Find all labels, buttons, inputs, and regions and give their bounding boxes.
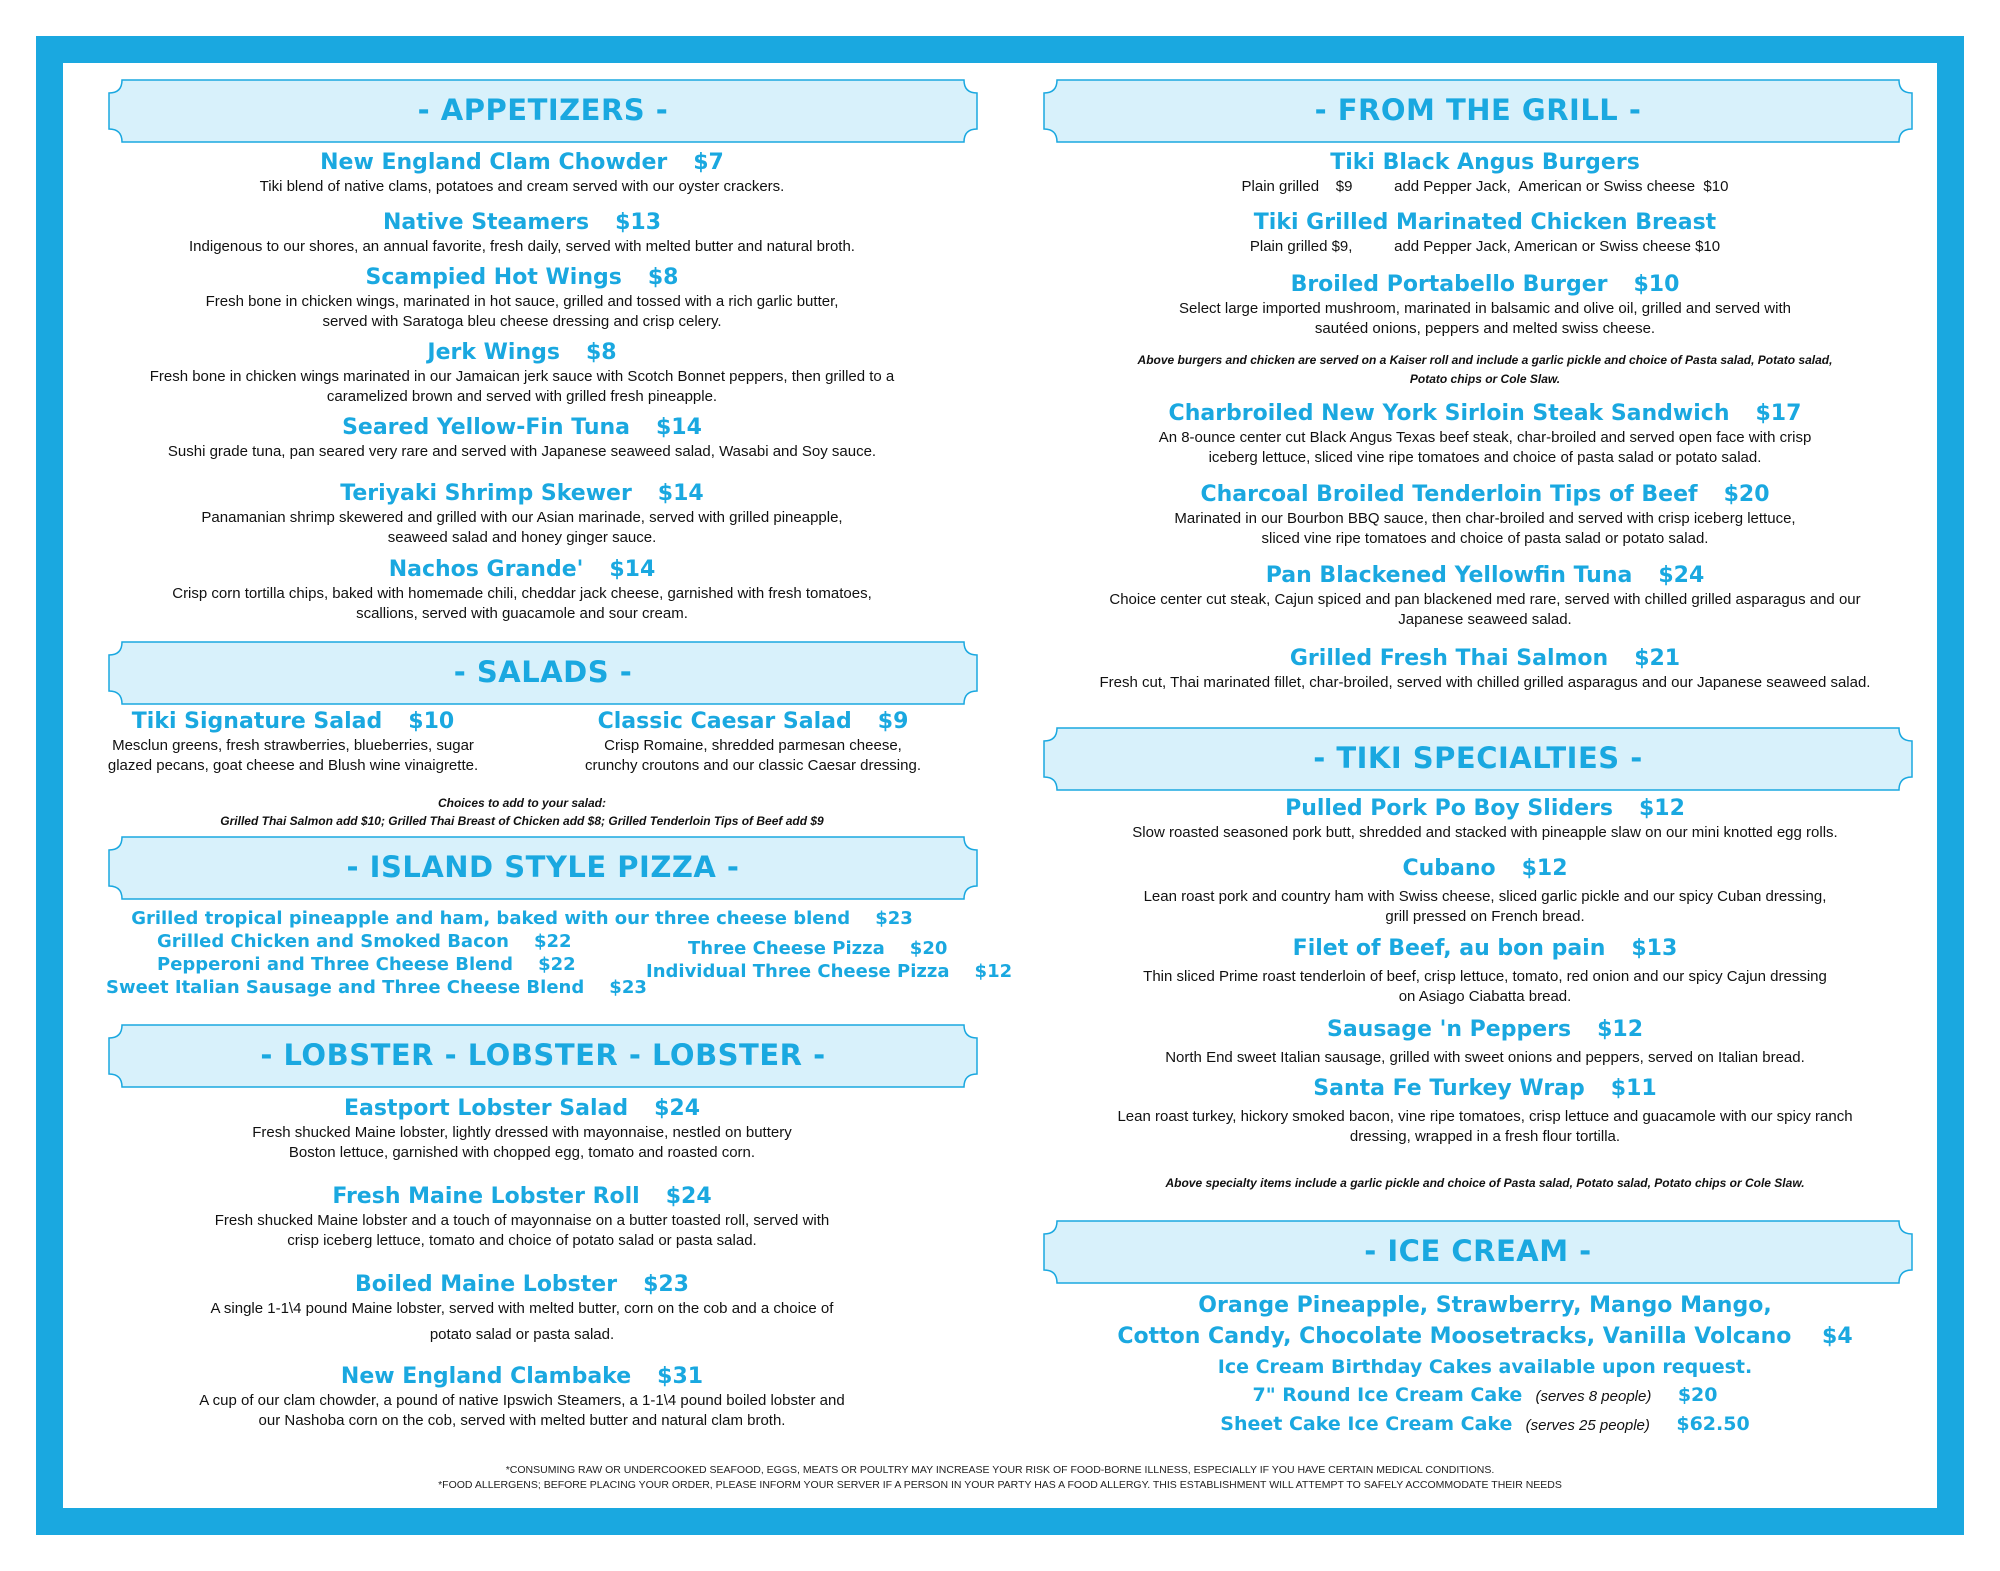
icecream-title: - ICE CREAM - [1364,1234,1592,1268]
item-description: Lean roast pork and country ham with Swiss cheese, sliced garlic pickle and our spicy Cuban dressing, [1143,888,1827,905]
lobster-banner [108,1024,978,1088]
item-name: Cubano [1402,856,1496,881]
item-price: $14 [609,557,656,582]
item-price: $10 [1633,272,1680,297]
item-name: Nachos Grande' [388,557,584,582]
menu-item [63,264,981,332]
item-description-2: sautéed onions, peppers and melted swiss cheese. [1314,320,1656,337]
item-price: $9 [877,709,909,734]
item-description: Crisp Romaine, shredded parmesan cheese, [604,737,902,754]
item-description: Plain grilled $9, add Pepper Jack, American or Swiss cheese $10 [1249,238,1721,255]
item-name: Fresh Maine Lobster Roll [332,1184,640,1209]
item-price: $8 [585,340,617,365]
menu-item [1033,935,1937,1007]
item-description: Fresh shucked Maine lobster, lightly dressed with mayonnaise, nestled on buttery [252,1124,792,1141]
footer-warning-2: *FOOD ALLERGENS; BEFORE PLACING YOUR ORDER, PLEASE INFORM YOUR SERVER IF A PERSON IN YOUR PARTY HAS A FOOD ALLERGY. THIS ESTABLISHMENT WILL ATTEMPT TO SAFELY ACCOMMODATE THEIR NEEDS [438,1479,1562,1491]
item-description: Fresh bone in chicken wings marinated in our Jamaican jerk sauce with Scotch Bonnet peppers, then grilled to a [149,368,895,385]
item-name: Seared Yellow-Fin Tuna [342,415,630,440]
icecream-cakes-note: Ice Cream Birthday Cakes available upon request. [1217,1356,1753,1378]
menu-item [1033,795,1937,843]
menu-item [63,480,981,548]
item-description-2: glazed pecans, goat cheese and Blush wine vinaigrette. [107,757,479,774]
pizza-item: Individual Three Cheese Pizza $12 [646,961,1013,982]
appetizers-banner [108,79,978,143]
item-description-2: Boston lettuce, garnished with chopped egg, tomato and roasted corn. [288,1144,756,1161]
item-price: $12 [1597,1017,1644,1042]
menu-item [1033,149,1937,197]
item-name: Filet of Beef, au bon pain [1292,936,1606,961]
icecream-cake-round [1033,1382,1937,1410]
item-name: New England Clambake [340,1364,632,1389]
specialties-banner [1043,727,1913,791]
pizza-item: Sweet Italian Sausage and Three Cheese Blend $23 [106,977,647,998]
item-description: Thin sliced Prime roast tenderloin of beef, crisp lettuce, tomato, red onion and our spicy Cajun dressing [1143,968,1827,985]
salad-choices: Grilled Thai Salmon add $10; Grilled Thai Breast of Chicken add $8; Grilled Tenderloin Tips of Beef add $9 [220,814,824,828]
menu-item [63,1095,981,1163]
grill-note: Above burgers and chicken are served on a Kaiser roll and include a garlic pickle and choice of Pasta salad, Potato salad, [1137,353,1833,367]
cake-serves: (serves 8 people) [1535,1388,1652,1405]
item-description: Plain grilled $9 add Pepper Jack, American or Swiss cheese $10 [1241,178,1729,195]
item-description-2: crunchy croutons and our classic Caesar dressing. [585,757,921,774]
pizza-banner [108,836,978,900]
icecream-flavors-1: Orange Pineapple, Strawberry, Mango Mango, [1198,1293,1772,1318]
salads-banner [108,641,978,705]
item-description: Indigenous to our shores, an annual favorite, fresh daily, served with melted butter and natural broth. [189,238,855,255]
item-description: Lean roast turkey, hickory smoked bacon, vine ripe tomatoes, crisp lettuce and guacamole with our spicy ranch [1117,1108,1853,1125]
menu-item [73,708,513,776]
item-description-2: caramelized brown and served with grilled fresh pineapple. [326,388,718,405]
item-name: Teriyaki Shrimp Skewer [340,481,632,506]
menu-item [1033,855,1937,927]
item-name: Grilled Fresh Thai Salmon [1289,646,1609,671]
item-price: $21 [1634,646,1681,671]
item-description-2: iceberg lettuce, sliced vine ripe tomatoes and choice of pasta salad or potato salad. [1208,449,1762,466]
item-name: Broiled Portabello Burger [1290,272,1608,297]
item-description: Fresh shucked Maine lobster and a touch of mayonnaise on a butter toasted roll, served with [214,1212,830,1229]
salads-title: - SALADS - [453,655,633,689]
item-description: Sushi grade tuna, pan seared very rare and served with Japanese seaweed salad, Wasabi and Soy sauce. [167,443,877,460]
item-description-2: Japanese seaweed salad. [1398,611,1572,628]
item-name: Boiled Maine Lobster [354,1272,618,1297]
lobster-title: - LOBSTER - LOBSTER - LOBSTER - [260,1038,826,1072]
item-description-2: sliced vine ripe tomatoes and choice of pasta salad or potato salad. [1261,530,1709,547]
item-name: Charbroiled New York Sirloin Steak Sandwich [1168,401,1730,426]
cake-price: $62.50 [1676,1413,1750,1435]
item-description: Fresh bone in chicken wings, marinated in hot sauce, grilled and tossed with a rich garlic butter, [205,293,839,310]
item-name: Santa Fe Turkey Wrap [1313,1076,1585,1101]
menu-item [1033,271,1937,339]
menu-item [1033,481,1937,549]
item-price: $23 [643,1272,689,1297]
item-description-2: our Nashoba corn on the cob, served with melted butter and natural clam broth. [258,1412,786,1429]
item-price: $24 [665,1184,712,1209]
item-description-2: seaweed salad and honey ginger sauce. [387,529,657,546]
item-name: Eastport Lobster Salad [343,1096,629,1121]
item-description: Panamanian shrimp skewered and grilled with our Asian marinade, served with grilled pineapple, [201,509,843,526]
cake-name: 7" Round Ice Cream Cake [1252,1384,1523,1406]
icecream-cake-sheet [1033,1411,1937,1439]
item-price: $14 [657,481,704,506]
menu-item [1033,1075,1937,1147]
menu-item [63,1271,981,1345]
menu-item [63,149,981,197]
menu-item [1033,400,1937,468]
menu-item [1033,562,1937,630]
grill-title: - FROM THE GRILL - [1314,93,1642,127]
item-description: Fresh cut, Thai marinated fillet, char-broiled, served with chilled grilled asparagus and our Japanese seaweed salad. [1099,674,1871,691]
cake-serves: (serves 25 people) [1525,1417,1650,1434]
item-description: An 8-ounce center cut Black Angus Texas beef steak, char-broiled and served open face with crisp [1158,429,1812,446]
item-description: Choice center cut steak, Cajun spiced and pan blackened med rare, served with chilled grilled asparagus and our [1109,591,1861,608]
pizza-item: Pepperoni and Three Cheese Blend $22 [157,954,576,975]
specialties-note: Above specialty items include a garlic pickle and choice of Pasta salad, Potato salad, Potato chips or Cole Slaw. [1165,1176,1805,1190]
item-description: Crisp corn tortilla chips, baked with homemade chili, cheddar jack cheese, garnished with fresh tomatoes, [172,585,872,602]
item-description: North End sweet Italian sausage, grilled with sweet onions and peppers, served on Italian bread. [1165,1049,1805,1066]
item-name: Pan Blackened Yellowfin Tuna [1265,563,1633,588]
item-description: Mesclun greens, fresh strawberries, blueberries, sugar [112,737,474,754]
item-description-2: grill pressed on French bread. [1385,908,1585,925]
item-price: $24 [1658,563,1705,588]
cake-price: $20 [1677,1384,1718,1406]
item-name: New England Clam Chowder [320,150,668,175]
item-description: A single 1-1\4 pound Maine lobster, served with melted butter, corn on the cob and a choice of [210,1300,834,1317]
menu-item [1033,645,1937,693]
menu-item [63,209,981,257]
item-name: Tiki Grilled Marinated Chicken Breast [1253,210,1717,235]
item-price: $8 [647,265,679,290]
appetizers-title: - APPETIZERS - [417,93,669,127]
menu-item [63,339,981,407]
icecream-banner [1043,1220,1913,1284]
menu-item [63,556,981,624]
item-price: $24 [654,1096,701,1121]
item-name: Sausage 'n Peppers [1326,1017,1572,1042]
salad-choices-title: Choices to add to your salad: [437,796,607,810]
item-description-2: crisp iceberg lettuce, tomato and choice of potato salad or pasta salad. [287,1232,757,1249]
item-price: $31 [657,1364,704,1389]
item-description-2: on Asiago Ciabatta bread. [1398,988,1572,1005]
grill-banner [1043,79,1913,143]
grill-note-2: Potato chips or Cole Slaw. [1409,372,1561,386]
item-name: Native Steamers [382,210,590,235]
item-name: Jerk Wings [427,340,560,365]
item-price: $20 [1723,482,1770,507]
item-description-2: dressing, wrapped in a fresh flour tortilla. [1349,1128,1621,1145]
item-name: Scampied Hot Wings [365,265,622,290]
menu-item [63,1183,981,1251]
icecream-flavors-2: Cotton Candy, Chocolate Moosetracks, Vanilla Volcano $4 [1117,1324,1853,1349]
item-description-2: served with Saratoga bleu cheese dressing and crisp celery. [322,313,722,330]
item-name: Classic Caesar Salad [597,709,852,734]
item-name: Charcoal Broiled Tenderloin Tips of Beef [1200,482,1698,507]
specialties-title: - TIKI SPECIALTIES - [1313,741,1643,775]
item-price: $11 [1610,1076,1657,1101]
menu-item [63,1363,981,1431]
menu-item [1033,209,1937,257]
pizza-item: Three Cheese Pizza $20 [688,938,948,959]
item-price: $13 [1631,936,1678,961]
menu-item [533,708,973,776]
item-name: Tiki Black Angus Burgers [1330,150,1640,175]
item-description: Slow roasted seasoned pork butt, shredded and stacked with pineapple slaw on our mini knotted egg rolls. [1132,824,1838,841]
item-description: Marinated in our Bourbon BBQ sauce, then char-broiled and served with crisp iceberg lettuce, [1174,510,1796,527]
item-description: Select large imported mushroom, marinated in balsamic and olive oil, grilled and served with [1179,300,1791,317]
item-price: $7 [693,150,724,175]
item-price: $12 [1638,796,1685,821]
item-price: $12 [1521,856,1568,881]
item-price: $13 [615,210,662,235]
item-price: $17 [1755,401,1802,426]
pizza-featured: Grilled tropical pineapple and ham, baked with our three cheese blend $23 [131,908,913,929]
item-description: A cup of our clam chowder, a pound of native Ipswich Steamers, a 1-1\4 pound boiled lobster and [199,1392,845,1409]
item-name: Tiki Signature Salad [131,709,383,734]
pizza-item: Grilled Chicken and Smoked Bacon $22 [157,931,572,952]
menu-page [63,63,1937,1508]
item-price: $10 [408,709,455,734]
item-price: $14 [656,415,702,440]
cake-name: Sheet Cake Ice Cream Cake [1220,1413,1513,1435]
item-description-2: scallions, served with guacamole and sour cream. [356,605,688,622]
menu-item [63,414,981,462]
pizza-title: - ISLAND STYLE PIZZA - [346,850,740,884]
menu-item [1033,1016,1937,1068]
item-name: Pulled Pork Po Boy Sliders [1285,796,1613,821]
item-description-2: potato salad or pasta salad. [429,1326,615,1343]
footer-warning-1: *CONSUMING RAW OR UNDERCOOKED SEAFOOD, EGGS, MEATS OR POULTRY MAY INCREASE YOUR RISK OF FOOD-BORNE ILLNESS, ESPECIALLY IF YOU HAVE CERTAIN MEDICAL CONDITIONS. [505,1464,1495,1476]
item-description: Tiki blend of native clams, potatoes and cream served with our oyster crackers. [259,178,785,195]
